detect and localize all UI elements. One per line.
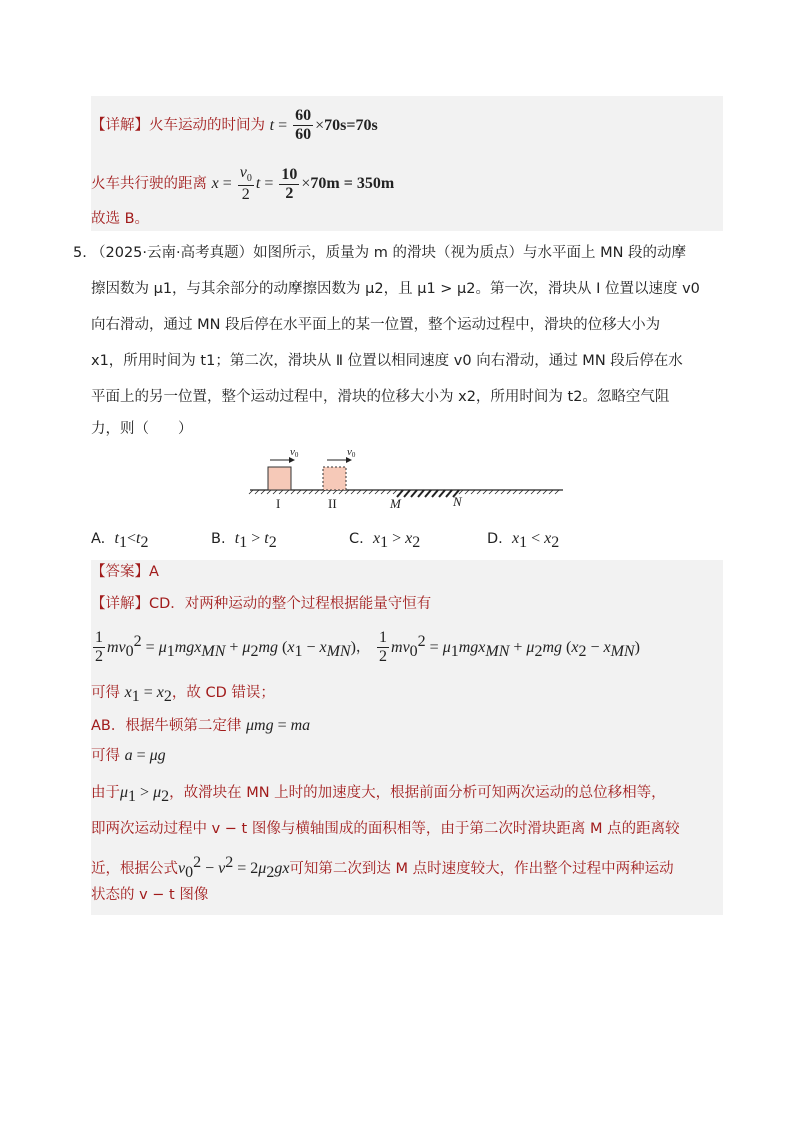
detail-text-time: 火车运动的时间为 (149, 117, 265, 134)
answer-value: A (149, 564, 159, 580)
analysis-line-3: 近，根据公式$v_0^2 - v^2 = 2\mu_2gx$可知第二次到达 M 点时速度较大，作出整个过程中两种运动 (91, 854, 674, 881)
equation-distance: x = $\frac{v_0}{2}$ t = $\frac{10}{2}$ ×70m = 350m (211, 164, 395, 204)
question-line-1 (91, 242, 686, 264)
ground-hatch (249, 490, 559, 494)
ab-result-line: 可得 a = μg (91, 747, 166, 764)
energy-equation-2: $\frac{1}{2}$ $mv_0^2 = \mu_1mgx_{MN} + \mu_2mg$ $(x_2 - x_{MN})$ (379, 629, 640, 665)
label-n: N (453, 494, 462, 509)
block-position-2 (323, 467, 346, 490)
option-c[interactable]: C. $x_1 > x_2$ (349, 530, 421, 551)
detail-line-distance (91, 165, 394, 203)
option-d[interactable]: D. $x_1 < x_2$ (487, 530, 560, 551)
ab-line: AB．根据牛顿第二定律 μmg = ma (91, 717, 311, 734)
detail2-intro-line (91, 593, 431, 615)
question-line-4: x1，所用时间为 t1；第二次，滑块从 Ⅱ 位置以相同速度 v0 向右滑动，通过 MN 段后停在水 (91, 353, 683, 369)
velocity-label-2: v0 (347, 446, 356, 459)
analysis-rest: ，故滑块在 MN 上时的加速度大，根据前面分析可知两次运动的总位移相等， (169, 785, 666, 801)
formula-intro: 近，根据公式 (91, 860, 178, 877)
label-position-2: II (328, 496, 337, 511)
ab-result-prefix: 可得 (91, 748, 120, 764)
question-line-5: 平面上的另一位置，整个运动过程中，滑块的位移大小为 x2，所用时间为 t2。忽略空气阻 (91, 389, 670, 405)
label-m: M (390, 496, 401, 511)
equation-time: t = $\frac{60}{60}$ ×70s=70s (269, 107, 378, 143)
analysis-line-1: 由于$\mu_1 > \mu_2$，故滑块在 MN 上时的加速度大，根据前面分析可知两次运动的总位移相等， (91, 784, 666, 805)
detail-tag: 【详解】 (91, 117, 149, 134)
formula-rest: 可知第二次到达 M 点时速度较大，作出整个过程中两种运动 (289, 860, 674, 877)
analysis-line-4: 状态的 v − t 图像 (91, 887, 209, 903)
analysis-start: 由于 (91, 785, 120, 801)
answer-line (91, 561, 159, 583)
energy-equations: $\frac{1}{2}$ $mv_0^2 = \mu_1mgx_{MN} + \mu_2mg$ $(x_1 - x_{MN})$， $\frac{1}{2}$ $mv_0^2 = \mu_1mgx_{MN} + \mu_2mg$ $(x_2 - x_{MN})$ (91, 630, 640, 665)
slider-figure (245, 445, 570, 515)
block-position-1 (268, 467, 291, 490)
detail-text-distance: 火车共行驶的距离 (91, 176, 207, 193)
detail-conclusion: 故选 B。 (91, 211, 150, 227)
question-source: （2025·云南·高考真题） (91, 245, 254, 261)
answer-tag: 【答案】 (91, 564, 149, 580)
detail2-tag: 【详解】 (91, 596, 149, 612)
velocity-label-1: v0 (290, 446, 299, 459)
result-prefix: 可得 (91, 685, 120, 701)
option-b[interactable]: B. $t_1 > t_2$ (211, 530, 277, 551)
question-line-6: 力，则（ ） (91, 421, 193, 437)
mn-rough-section (397, 490, 459, 497)
label-position-1: I (276, 496, 281, 511)
result-suffix: ，故 CD 错误； (171, 685, 275, 701)
result-line-cd: 可得 $x_1 = x_2$，故 CD 错误； (91, 684, 275, 705)
detail-line-time (91, 108, 378, 143)
option-a[interactable]: A. $t_1<t_2$ (91, 530, 149, 551)
question-line-3: 向右滑动，通过 MN 段后停在水平面上的某一位置，整个运动过程中，滑块的位移大小为 (91, 317, 661, 333)
ab-intro: AB．根据牛顿第二定律 (91, 718, 242, 734)
question-line-2: 擦因数为 μ1，与其余部分的动摩擦因数为 μ2，且 μ1 > μ2。第一次，滑块从 I 位置以速度 v0 (91, 281, 700, 297)
energy-equation-1: $\frac{1}{2}$ $mv_0^2 = \mu_1mgx_{MN} + \mu_2mg$ $(x_1 - x_{MN})$ (95, 629, 356, 665)
question-number: 5. (73, 245, 87, 261)
analysis-line-2: 即两次运动过程中 v − t 图像与横轴围成的面积相等，由于第二次时滑块距离 M 点的距离较 (91, 821, 680, 837)
question-text-1: 如图所示，质量为 m 的滑块（视为质点）与水平面上 MN 段的动摩 (253, 245, 687, 261)
detail2-intro: CD．对两种运动的整个过程根据能量守恒有 (149, 596, 432, 612)
